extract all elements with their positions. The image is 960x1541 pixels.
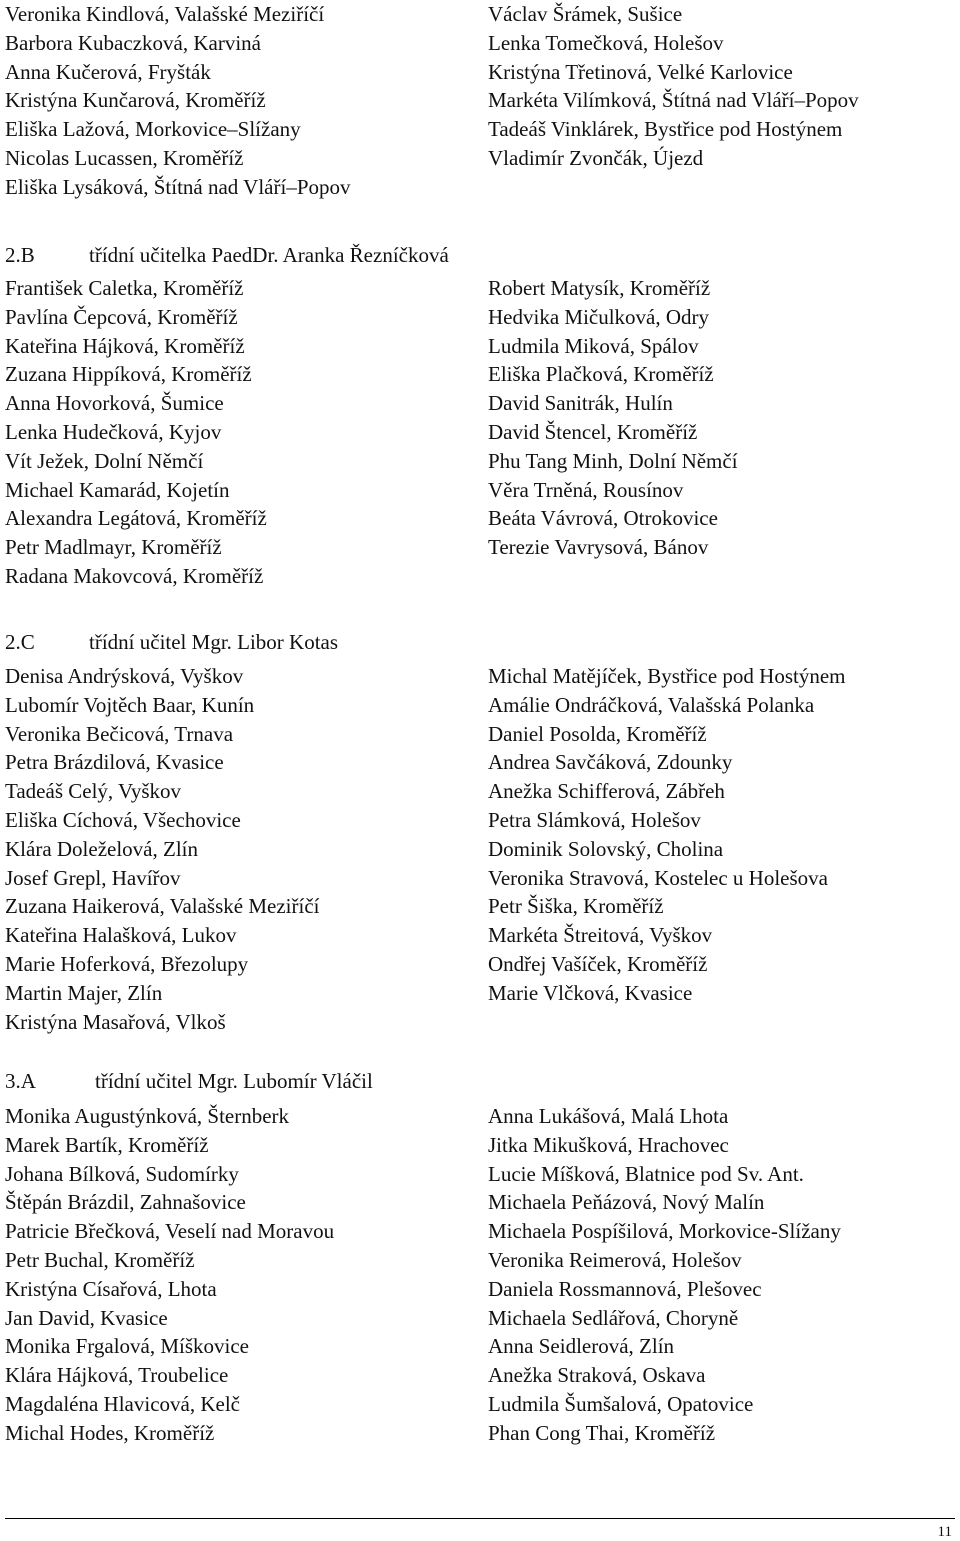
student-entry: Tadeáš Vinklárek, Bystřice pod Hostýnem <box>488 117 843 142</box>
student-entry: Lenka Tomečková, Holešov <box>488 30 724 55</box>
student-entry: Marek Bartík, Kroměříž <box>5 1132 209 1157</box>
section-top-list <box>5 0 955 202</box>
section-top-right-column <box>488 0 955 202</box>
student-entry: Barbora Kubaczková, Karviná <box>5 30 261 55</box>
class-2b-student-list <box>5 274 955 591</box>
student-entry: Michaela Peňázová, Nový Malín <box>488 1190 765 1215</box>
student-entry: Anna Lukášová, Malá Lhota <box>488 1104 729 1128</box>
student-entry: David Štencel, Kroměříž <box>488 419 698 444</box>
student-entry: Marie Vlčková, Kvasice <box>488 980 693 1005</box>
student-entry: Petr Madlmayr, Kroměříž <box>5 535 222 560</box>
footer-divider <box>5 1518 955 1519</box>
student-entry: Josef Grepl, Havířov <box>5 865 181 890</box>
student-entry: Štěpán Brázdil, Zahnašovice <box>5 1190 246 1215</box>
student-entry: Kateřina Halašková, Lukov <box>5 923 237 948</box>
student-entry: Ludmila Miková, Spálov <box>488 333 699 358</box>
student-entry: Monika Frgalová, Míškovice <box>5 1334 250 1359</box>
class-2c-student-list <box>5 662 955 1036</box>
student-entry: František Caletka, Kroměříž <box>5 276 244 300</box>
student-entry: Ludmila Šumšalová, Opatovice <box>488 1391 754 1416</box>
student-entry: Anežka Schifferová, Zábřeh <box>488 779 725 804</box>
student-entry: Dominik Solovský, Cholina <box>488 836 724 861</box>
student-entry: Markéta Štreitová, Vyškov <box>488 923 713 948</box>
class-code: 2.B <box>5 243 35 267</box>
student-entry: Robert Matysík, Kroměříž <box>488 276 711 300</box>
student-entry: Johana Bílková, Sudomírky <box>5 1161 239 1186</box>
class-2c-heading <box>5 628 338 656</box>
student-entry: Veronika Reimerová, Holešov <box>488 1247 742 1272</box>
student-entry: Jitka Mikušková, Hrachovec <box>488 1132 729 1157</box>
student-entry: Zuzana Hippíková, Kroměříž <box>5 362 252 387</box>
student-entry: Alexandra Legátová, Kroměříž <box>5 506 267 531</box>
student-entry: Pavlína Čepcová, Kroměříž <box>5 304 238 329</box>
student-entry: Eliška Lažová, Morkovice–Slížany <box>5 117 301 142</box>
student-entry: Michal Hodes, Kroměříž <box>5 1420 215 1445</box>
student-entry: Andrea Savčáková, Zdounky <box>488 750 733 775</box>
student-entry: Michaela Sedlářová, Choryně <box>488 1305 739 1330</box>
class-teacher: třídní učitel Mgr. Libor Kotas <box>89 630 339 654</box>
student-entry: Klára Doleželová, Zlín <box>5 836 198 861</box>
class-3a-student-list <box>5 1102 955 1448</box>
student-entry: Věra Trněná, Rousínov <box>488 477 684 502</box>
student-entry: Daniel Posolda, Kroměříž <box>488 721 707 746</box>
student-entry: Anežka Straková, Oskava <box>488 1363 706 1388</box>
student-entry: Kristýna Císařová, Lhota <box>5 1276 217 1301</box>
student-entry: Martin Majer, Zlín <box>5 980 163 1005</box>
student-entry: Petra Slámková, Holešov <box>488 807 701 832</box>
student-entry: Amálie Ondráčková, Valašská Polanka <box>488 692 815 717</box>
class-3a-right-column <box>488 1102 955 1448</box>
student-entry: Vladimír Zvončák, Újezd <box>488 145 704 170</box>
student-entry: Ondřej Vašíček, Kroměříž <box>488 951 708 976</box>
student-entry: Eliška Lysáková, Štítná nad Vláří–Popov <box>5 174 351 199</box>
student-entry: Lenka Hudečková, Kyjov <box>5 419 222 444</box>
student-entry: Anna Seidlerová, Zlín <box>488 1334 675 1359</box>
class-2b-heading <box>5 241 449 269</box>
student-entry: Kristýna Masařová, Vlkoš <box>5 1009 226 1034</box>
class-3a-heading <box>5 1067 373 1095</box>
student-entry: Terezie Vavrysová, Bánov <box>488 535 709 560</box>
student-entry: Kateřina Hájková, Kroměříž <box>5 333 245 358</box>
student-entry: Veronika Bečicová, Trnava <box>5 721 234 746</box>
student-entry: Veronika Kindlová, Valašské Meziříčí <box>5 2 325 26</box>
student-entry: Petra Brázdilová, Kvasice <box>5 750 224 775</box>
student-entry: Vít Ježek, Dolní Němčí <box>5 448 204 473</box>
section-top-left-column <box>5 0 488 202</box>
student-entry: Marie Hoferková, Březolupy <box>5 951 249 976</box>
student-entry: Phu Tang Minh, Dolní Němčí <box>488 448 738 473</box>
student-entry: Václav Šrámek, Sušice <box>488 2 683 26</box>
student-entry: Denisa Andrýsková, Vyškov <box>5 664 244 688</box>
student-entry: Lucie Míšková, Blatnice pod Sv. Ant. <box>488 1161 804 1186</box>
student-entry: Eliška Cíchová, Všechovice <box>5 807 241 832</box>
student-entry: Eliška Plačková, Kroměříž <box>488 362 714 387</box>
student-entry: Zuzana Haikerová, Valašské Meziříčí <box>5 894 320 919</box>
student-entry: Nicolas Lucassen, Kroměříž <box>5 145 244 170</box>
student-entry: Michaela Pospíšilová, Morkovice-Slížany <box>488 1219 841 1244</box>
student-entry: Anna Kučerová, Fryšták <box>5 59 211 84</box>
student-entry: Daniela Rossmannová, Plešovec <box>488 1276 762 1301</box>
student-entry: Michael Kamarád, Kojetín <box>5 477 230 502</box>
class-teacher: třídní učitelka PaedDr. Aranka Řezníčková <box>89 243 449 267</box>
class-code: 2.C <box>5 630 35 654</box>
class-2b-right-column <box>488 274 955 591</box>
student-entry: Petr Šiška, Kroměříž <box>488 894 664 919</box>
student-entry: Michal Matějíček, Bystřice pod Hostýnem <box>488 664 846 688</box>
page-number: 11 <box>937 1524 952 1540</box>
student-entry: Patricie Břečková, Veselí nad Moravou <box>5 1219 335 1244</box>
student-entry: Anna Hovorková, Šumice <box>5 391 224 416</box>
student-entry: Tadeáš Celý, Vyškov <box>5 779 182 804</box>
student-entry: Kristýna Třetinová, Velké Karlovice <box>488 59 793 84</box>
class-teacher: třídní učitel Mgr. Lubomír Vláčil <box>95 1069 373 1093</box>
student-entry: Magdaléna Hlavicová, Kelč <box>5 1391 240 1416</box>
student-entry: David Sanitrák, Hulín <box>488 391 673 416</box>
student-entry: Klára Hájková, Troubelice <box>5 1363 229 1388</box>
student-entry: Jan David, Kvasice <box>5 1305 168 1330</box>
student-entry: Hedvika Mičulková, Odry <box>488 304 710 329</box>
class-code: 3.A <box>5 1069 36 1093</box>
student-entry: Petr Buchal, Kroměříž <box>5 1247 195 1272</box>
class-3a-left-column <box>5 1102 488 1448</box>
class-2c-left-column <box>5 662 488 1036</box>
student-entry: Kristýna Kunčarová, Kroměříž <box>5 88 266 113</box>
student-entry: Monika Augustýnková, Šternberk <box>5 1104 290 1128</box>
student-entry: Lubomír Vojtěch Baar, Kunín <box>5 692 255 717</box>
student-entry: Beáta Vávrová, Otrokovice <box>488 506 718 531</box>
class-2b-left-column <box>5 274 488 591</box>
class-2c-right-column <box>488 662 955 1036</box>
student-entry: Markéta Vilímková, Štítná nad Vláří–Popov <box>488 88 859 113</box>
student-entry: Veronika Stravová, Kostelec u Holešova <box>488 865 828 890</box>
student-entry: Phan Cong Thai, Kroměříž <box>488 1420 716 1445</box>
student-entry: Radana Makovcová, Kroměříž <box>5 563 264 588</box>
